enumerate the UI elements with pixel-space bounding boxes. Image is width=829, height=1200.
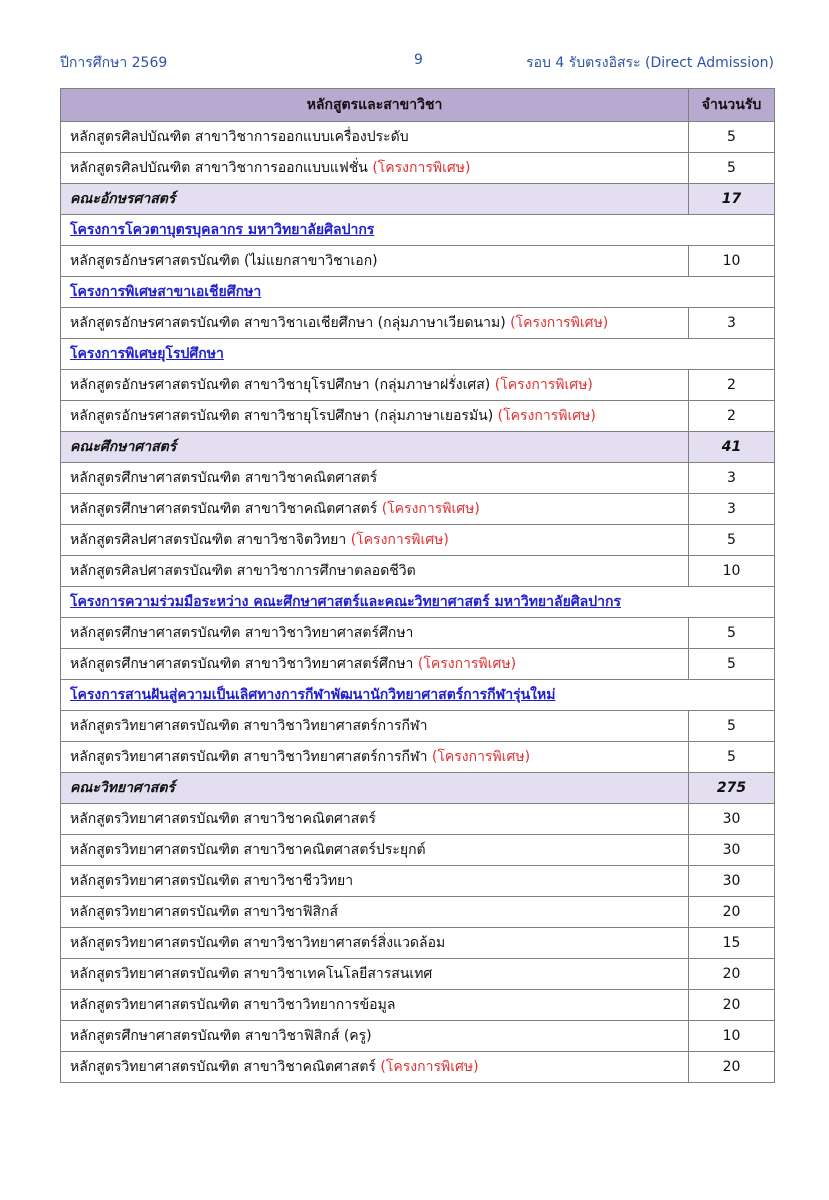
table-header-row: [61, 89, 775, 122]
project-title: โครงการพิเศษยุโรปศึกษา: [70, 346, 224, 362]
program-cell: [61, 1021, 689, 1052]
special-project-note: (โครงการพิเศษ): [381, 501, 480, 517]
seats-cell: 15: [689, 928, 775, 959]
program-cell: [61, 463, 689, 494]
program-name: หลักสูตรวิทยาศาสตรบัณฑิต สาขาวิชาวิทยาศาสตร์การกีฬา: [70, 749, 428, 765]
seats-cell: 10: [689, 246, 775, 277]
program-name: หลักสูตรศึกษาศาสตรบัณฑิต สาขาวิชาฟิสิกส์ (ครู): [70, 1028, 372, 1044]
table-row: [61, 866, 775, 897]
program-cell: [61, 525, 689, 556]
seats-cell: 30: [689, 835, 775, 866]
faculty-total-seats: 17: [689, 184, 775, 215]
seats-cell: 2: [689, 401, 775, 432]
table-body: [61, 122, 775, 1083]
admission-round: รอบ 4 รับตรงอิสระ (Direct Admission): [526, 55, 774, 71]
seats-cell: 30: [689, 804, 775, 835]
program-cell: [61, 928, 689, 959]
faculty-name-cell: [61, 773, 689, 804]
program-cell: [61, 742, 689, 773]
program-name: หลักสูตรศิลปบัณฑิต สาขาวิชาการออกแบบแฟชั่น: [70, 160, 368, 176]
page-header: [60, 50, 774, 74]
table-row: [61, 370, 775, 401]
program-name: หลักสูตรศิลปศาสตรบัณฑิต สาขาวิชาจิตวิทยา: [70, 532, 347, 548]
table-row: [61, 1052, 775, 1083]
program-cell: [61, 897, 689, 928]
project-cell: [61, 215, 775, 246]
seats-cell: 5: [689, 649, 775, 680]
special-project-note: (โครงการพิเศษ): [350, 532, 449, 548]
table-row: [61, 928, 775, 959]
faculty-name-cell: [61, 432, 689, 463]
project-row: [61, 339, 775, 370]
project-row: [61, 587, 775, 618]
program-cell: [61, 246, 689, 277]
special-project-note: (โครงการพิเศษ): [494, 377, 593, 393]
faculty-name: คณะอักษรศาสตร์: [70, 191, 176, 207]
program-cell: [61, 649, 689, 680]
seats-cell: 5: [689, 618, 775, 649]
program-name: หลักสูตรวิทยาศาสตรบัณฑิต สาขาวิชาวิทยาศาสตร์การกีฬา: [70, 718, 428, 734]
seats-cell: 3: [689, 308, 775, 339]
column-header-seats: จำนวนรับ: [689, 89, 775, 122]
special-project-note: (โครงการพิเศษ): [372, 160, 471, 176]
program-name: หลักสูตรวิทยาศาสตรบัณฑิต สาขาวิชาคณิตศาสตร์ประยุกต์: [70, 842, 426, 858]
program-cell: [61, 711, 689, 742]
program-cell: [61, 370, 689, 401]
page-number: 9: [414, 52, 423, 68]
table-row: [61, 835, 775, 866]
project-cell: [61, 339, 775, 370]
project-cell: [61, 680, 775, 711]
program-name: หลักสูตรวิทยาศาสตรบัณฑิต สาขาวิชาคณิตศาสตร์: [70, 1059, 376, 1075]
table-row: [61, 556, 775, 587]
faculty-row: [61, 773, 775, 804]
seats-cell: 20: [689, 990, 775, 1021]
project-row: [61, 215, 775, 246]
program-cell: [61, 866, 689, 897]
special-project-note: (โครงการพิเศษ): [497, 408, 596, 424]
seats-cell: 5: [689, 711, 775, 742]
program-cell: [61, 556, 689, 587]
special-project-note: (โครงการพิเศษ): [510, 315, 609, 331]
seats-cell: 20: [689, 1052, 775, 1083]
seats-cell: 3: [689, 494, 775, 525]
table-row: [61, 959, 775, 990]
table-row: [61, 246, 775, 277]
seats-cell: 5: [689, 122, 775, 153]
project-row: [61, 277, 775, 308]
program-name: หลักสูตรอักษรศาสตรบัณฑิต สาขาวิชายุโรปศึกษา (กลุ่มภาษาฝรั่งเศส): [70, 377, 491, 393]
seats-cell: 5: [689, 742, 775, 773]
table-row: [61, 990, 775, 1021]
special-project-note: (โครงการพิเศษ): [380, 1059, 479, 1075]
program-cell: [61, 308, 689, 339]
faculty-name: คณะศึกษาศาสตร์: [70, 439, 177, 455]
faculty-row: [61, 184, 775, 215]
faculty-total-seats: 275: [689, 773, 775, 804]
program-cell: [61, 835, 689, 866]
project-title: โครงการพิเศษสาขาเอเชียศึกษา: [70, 284, 262, 300]
table-row: [61, 494, 775, 525]
seats-cell: 5: [689, 525, 775, 556]
program-cell: [61, 401, 689, 432]
program-name: หลักสูตรวิทยาศาสตรบัณฑิต สาขาวิชาฟิสิกส์: [70, 904, 339, 920]
special-project-note: (โครงการพิเศษ): [417, 656, 517, 672]
table-row: [61, 649, 775, 680]
program-cell: [61, 959, 689, 990]
faculty-name-cell: [61, 184, 689, 215]
program-cell: [61, 1052, 689, 1083]
program-cell: [61, 618, 689, 649]
faculty-name: คณะวิทยาศาสตร์: [70, 780, 175, 796]
faculty-row: [61, 432, 775, 463]
program-cell: [61, 153, 689, 184]
program-name: หลักสูตรอักษรศาสตรบัณฑิต สาขาวิชายุโรปศึกษา (กลุ่มภาษาเยอรมัน): [70, 408, 494, 424]
table-row: [61, 122, 775, 153]
table-row: [61, 897, 775, 928]
program-name: หลักสูตรศึกษาศาสตรบัณฑิต สาขาวิชาวิทยาศาสตร์ศึกษา: [70, 656, 414, 672]
course-table: [60, 88, 775, 1083]
table-row: [61, 401, 775, 432]
table-row: [61, 742, 775, 773]
table-row: [61, 153, 775, 184]
program-name: หลักสูตรวิทยาศาสตรบัณฑิต สาขาวิชาคณิตศาสตร์: [70, 811, 376, 827]
project-row: [61, 680, 775, 711]
program-name: หลักสูตรศิลปบัณฑิต สาขาวิชาการออกแบบเครื่องประดับ: [70, 129, 409, 145]
seats-cell: 30: [689, 866, 775, 897]
program-name: หลักสูตรวิทยาศาสตรบัณฑิต สาขาวิชาวิทยาศาสตร์สิ่งแวดล้อม: [70, 935, 446, 951]
program-name: หลักสูตรอักษรศาสตรบัณฑิต สาขาวิชาเอเชียศึกษา (กลุ่มภาษาเวียดนาม): [70, 315, 506, 331]
seats-cell: 5: [689, 153, 775, 184]
program-name: หลักสูตรวิทยาศาสตรบัณฑิต สาขาวิชาวิทยาการข้อมูล: [70, 997, 396, 1013]
program-cell: [61, 804, 689, 835]
program-name: หลักสูตรศึกษาศาสตรบัณฑิต สาขาวิชาคณิตศาสตร์: [70, 501, 378, 517]
seats-cell: 2: [689, 370, 775, 401]
table-row: [61, 463, 775, 494]
project-title: โครงการสานฝันสู่ความเป็นเลิศทางการกีฬาพัฒนานักวิทยาศาสตร์การกีฬารุ่นใหม่: [70, 687, 556, 703]
table-row: [61, 1021, 775, 1052]
program-name: หลักสูตรอักษรศาสตรบัณฑิต (ไม่แยกสาขาวิชาเอก): [70, 253, 378, 269]
program-name: หลักสูตรศิลปศาสตรบัณฑิต สาขาวิชาการศึกษาตลอดชีวิต: [70, 563, 416, 579]
academic-year: ปีการศึกษา 2569: [60, 55, 168, 71]
program-cell: [61, 990, 689, 1021]
program-cell: [61, 122, 689, 153]
program-cell: [61, 494, 689, 525]
table-row: [61, 804, 775, 835]
seats-cell: 3: [689, 463, 775, 494]
table-row: [61, 525, 775, 556]
special-project-note: (โครงการพิเศษ): [431, 749, 531, 765]
seats-cell: 20: [689, 897, 775, 928]
program-name: หลักสูตรวิทยาศาสตรบัณฑิต สาขาวิชาเทคโนโลยีสารสนเทศ: [70, 966, 433, 982]
project-cell: [61, 277, 775, 308]
seats-cell: 20: [689, 959, 775, 990]
project-title: โครงการโควตาบุตรบุคลากร มหาวิทยาลัยศิลปากร: [70, 222, 375, 238]
seats-cell: 10: [689, 556, 775, 587]
table-row: [61, 308, 775, 339]
seats-cell: 10: [689, 1021, 775, 1052]
project-cell: [61, 587, 775, 618]
program-name: หลักสูตรศึกษาศาสตรบัณฑิต สาขาวิชาคณิตศาสตร์: [70, 470, 378, 486]
column-header-program: หลักสูตรและสาขาวิชา: [61, 89, 689, 122]
program-name: หลักสูตรศึกษาศาสตรบัณฑิต สาขาวิชาวิทยาศาสตร์ศึกษา: [70, 625, 414, 641]
program-name: หลักสูตรวิทยาศาสตรบัณฑิต สาขาวิชาชีววิทยา: [70, 873, 354, 889]
faculty-total-seats: 41: [689, 432, 775, 463]
table-row: [61, 618, 775, 649]
project-title: โครงการความร่วมมือระหว่าง คณะศึกษาศาสตร์และคณะวิทยาศาสตร์ มหาวิทยาลัยศิลปากร: [70, 594, 621, 610]
table-row: [61, 711, 775, 742]
